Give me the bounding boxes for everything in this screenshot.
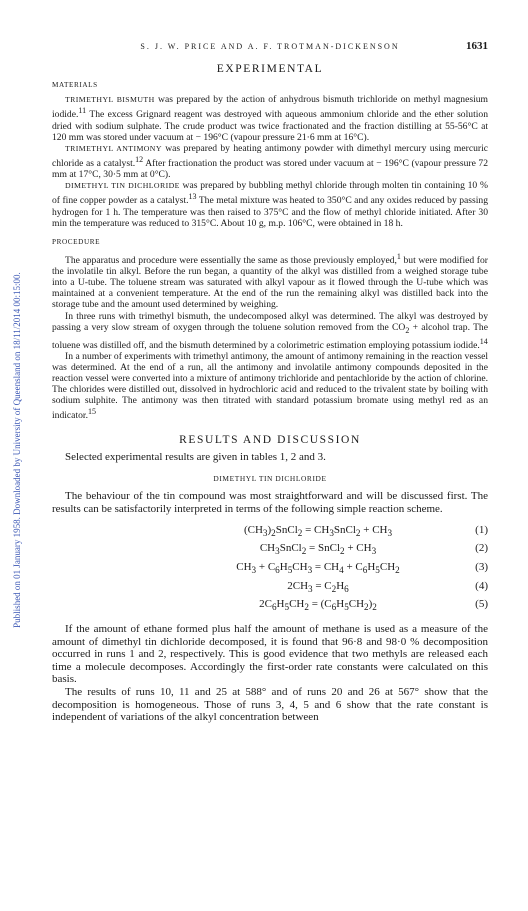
reference-mark: 1 bbox=[396, 251, 401, 261]
reference-mark: 13 bbox=[188, 192, 197, 202]
download-watermark bbox=[10, 170, 23, 730]
paragraph-text: was prepared by heating antimony powder with dimethyl mercury using mercuric chloride as a catalyst. bbox=[52, 142, 488, 170]
equation-text: $CH_3 + C_6H_5CH_3 = CH_4 + C_6H_5CH_2$ bbox=[236, 561, 400, 576]
article-body bbox=[52, 64, 488, 724]
paragraph-text: The excess Grignard reagent was destroyed with aqueous ammonium chloride and the ether solution dried with sodium sulphate. The crude product was twice fractionated and the fraction distilling at 55-56°C at 120 mm was stored under vacuum at − 196°C (vapour pressure 21·6 mm at 16°C). bbox=[52, 109, 488, 143]
equation-text: $CH_3SnCl_2$ = SnCl$_2$ + $CH_3$ bbox=[259, 542, 377, 557]
equation-number: (4) bbox=[475, 579, 488, 592]
equation-number: (1) bbox=[475, 523, 488, 536]
reference-mark: 12 bbox=[135, 154, 144, 164]
paragraph-trimethyl-antimony bbox=[52, 143, 488, 180]
page-number: 1631 bbox=[466, 40, 488, 52]
paragraph-text: The metal mixture was heated to 350°C and any oxides reduced by passing hydrogen for 1 h. The temperature was then raised to 375°C and the flow of methyl chloride initiated. After 30 min the temperature was reduced to 315°C. About 10 g, m.p. 106°C, were obtained in 18 h. bbox=[52, 195, 488, 229]
paragraph-text: After fractionation the product was stored under vacuum at − 196°C (vapour pressure 72 mm at 17°C, 30·5 mm at 0°C). bbox=[52, 158, 489, 181]
running-head bbox=[52, 40, 488, 54]
reaction-scheme bbox=[52, 523, 488, 616]
equation-number: (3) bbox=[475, 561, 488, 573]
reaction-equation bbox=[52, 523, 488, 542]
reference-mark: 15 bbox=[87, 407, 96, 417]
subsection-dimethyl-tin: DIMETHYL TIN DICHLORIDE bbox=[213, 474, 327, 484]
reaction-equation bbox=[52, 560, 488, 579]
equation-number: (2) bbox=[475, 542, 488, 555]
section-title-experimental: EXPERIMENTAL bbox=[216, 63, 324, 75]
reaction-equation bbox=[52, 541, 488, 560]
paragraph-antimony-runs bbox=[52, 351, 488, 422]
reaction-equation bbox=[52, 579, 488, 598]
paragraph-text: + alcohol trap. The toluene was distilled off, and the bismuth determined by a colorimetric estimation employing potassium iodide. bbox=[52, 321, 488, 351]
paragraph-text: In three runs with trimethyl bismuth, the undecomposed alkyl was determined. The alkyl was destroyed by passing a very slow stream of oxygen through the toluene solution removed from the CO bbox=[52, 310, 488, 333]
paragraph-bismuth-runs bbox=[52, 311, 488, 351]
subsection-procedure: PROCEDURE bbox=[52, 237, 101, 246]
section-title-results: RESULTS AND DISCUSSION bbox=[179, 433, 361, 446]
running-head-authors: S. J. W. PRICE AND A. F. TROTMAN-DICKENSON bbox=[140, 42, 400, 51]
paragraph-homogeneous: The results of runs 10, 11 and 25 at 588° and of runs 20 and 26 at 567° show that the decomposition is homogeneous. Those of runs 3, 4, 5 and 6 show that the rate constant is independent of variations of the alkyl concentration between bbox=[52, 686, 488, 724]
paragraph-text: The apparatus and procedure were essentially the same as those previously employed, bbox=[65, 255, 397, 267]
paragraph-ethane-measure: If the amount of ethane formed plus half the amount of methane is used as a measure of the amount of dimethyl tin dichloride decomposed, it is found that 96·8 and 98·0 % decomposition occurred in runs 1 and 2, respectively. This is good evidence that two methyls are released each time a molecule decomposes. Accordingly the first-order rate constants were calculated on this basis. bbox=[52, 623, 488, 686]
reference-mark: 11 bbox=[78, 106, 87, 116]
paragraph-text: but were modified for the involatile tin alkyl. Before the run began, a quantity of the alkyl was distilled from a weighed storage tube into a U-tube. The toluene stream was saturated with alkyl vapour as it flowed through the U-tube which was maintained at a convenient temperature. At the end of the run the remaining alkyl was distilled back into the storage tube and the amount used determined by weighing. bbox=[52, 255, 488, 311]
paragraph-apparatus bbox=[52, 251, 488, 311]
compound-name-tin: DIMETHYL TIN DICHLORIDE bbox=[65, 181, 180, 191]
download-watermark-text: Published on 01 January 1958. Downloaded by University of Queensland on 18/11/2014 00:15:00. bbox=[11, 272, 22, 628]
equation-text: $2CH_3 = C_2H_6$ bbox=[287, 579, 349, 594]
subscript: 2 bbox=[405, 325, 410, 335]
reference-mark: 14 bbox=[479, 336, 488, 346]
reaction-equation bbox=[52, 597, 488, 616]
equation-text: $2C_6H_5CH_2 = (C_6H_5CH_2)_2$ bbox=[259, 598, 377, 613]
paragraph-text: was prepared by bubbling methyl chloride through molten tin containing 10 % of fine copper powder as a catalyst. bbox=[52, 180, 488, 207]
paragraph-text: was prepared by the action of anhydrous bismuth trichloride on methyl magnesium iodide. bbox=[52, 94, 488, 121]
paragraph-results-intro: Selected experimental results are given in tables 1, 2 and 3. bbox=[65, 450, 326, 463]
subsection-materials: MATERIALS bbox=[52, 81, 98, 90]
equation-number: (5) bbox=[475, 598, 488, 611]
paragraph-dimethyl-tin-dichloride bbox=[52, 180, 488, 229]
compound-name-antimony: TRIMETHYL ANTIMONY bbox=[65, 143, 162, 153]
paragraph-text: In a number of experiments with trimethyl antimony, the amount of antimony remaining in the reaction vessel was determined. At the end of a run, all the antimony and involatile antimony compounds deposited in the reaction vessel were converted into a mixture of antimony trichloride and pentachloride by the action of chlorine. The chlorides were distilled out, dissolved in hydrochloric acid and reduced to the trivalent state by boiling with sodium sulphite. The antimony was then titrated with standard potassium bromate using methyl red as an indicator. bbox=[52, 350, 488, 422]
compound-name-bismuth: TRIMETHYL BISMUTH bbox=[65, 95, 155, 105]
equation-text: $(CH_3)_2SnCl_2$ = $CH_3SnCl_2 + CH_3$ bbox=[243, 523, 393, 538]
paragraph-trimethyl-bismuth bbox=[52, 94, 488, 143]
paragraph-tin-behaviour: The behaviour of the tin compound was most straightforward and will be discussed first. The results can be satisfactorily interpreted in terms of the following simple reaction scheme. bbox=[52, 490, 488, 516]
